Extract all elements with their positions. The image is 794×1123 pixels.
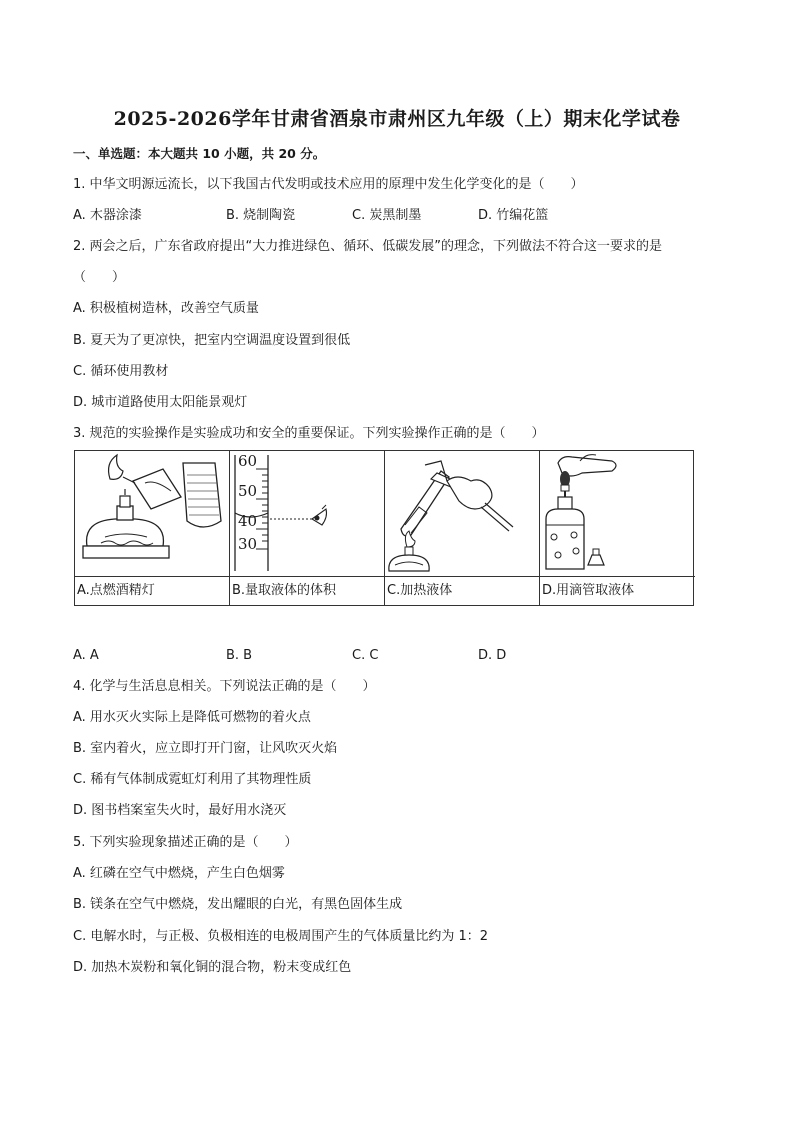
q4-stem: 4. 化学与生活息息相关。下列说法正确的是（ ） bbox=[73, 679, 376, 694]
graduated-cylinder-illustration bbox=[230, 451, 384, 576]
scale-label-30: 30 bbox=[238, 535, 258, 553]
q2-stem-line2: （ ） bbox=[73, 270, 126, 285]
scale-label-40: 40 bbox=[238, 512, 258, 530]
q5-option-b[interactable]: B. 镁条在空气中燃烧，发出耀眼的白光，有黑色固体生成 bbox=[73, 897, 403, 912]
q2-option-b[interactable]: B. 夏天为了更凉快，把室内空调温度设置到很低 bbox=[73, 333, 351, 348]
q2-stem-line1: 2. 两会之后，广东省政府提出“大力推进绿色、循环、低碳发展”的理念，下列做法不符合这一要求的是 bbox=[73, 239, 663, 254]
scale-label-60: 60 bbox=[238, 452, 258, 470]
figure-caption-d: D.用滴管取液体 bbox=[540, 576, 695, 605]
q3-option-b[interactable]: B. B bbox=[226, 648, 253, 663]
figure-cell-d bbox=[540, 451, 695, 605]
q2-option-d[interactable]: D. 城市道路使用太阳能景观灯 bbox=[73, 395, 248, 410]
q4-option-b[interactable]: B. 室内着火，应立即打开门窗，让风吹灭火焰 bbox=[73, 741, 338, 756]
alcohol-lamp-illustration bbox=[75, 451, 229, 576]
figure-caption-c: C.加热液体 bbox=[385, 576, 539, 605]
q3-option-c[interactable]: C. C bbox=[352, 648, 379, 663]
section-heading: 一、单选题：本大题共 10 小题，共 20 分。 bbox=[73, 146, 326, 161]
q5-stem: 5. 下列实验现象描述正确的是（ ） bbox=[73, 835, 298, 850]
q3-figure-table bbox=[74, 450, 694, 606]
dropper-illustration bbox=[540, 451, 695, 576]
q1-option-b[interactable]: B. 烧制陶瓷 bbox=[226, 208, 296, 223]
q3-option-d[interactable]: D. D bbox=[478, 648, 507, 663]
figure-cell-c bbox=[385, 451, 540, 605]
q4-option-a[interactable]: A. 用水灭火实际上是降低可燃物的着火点 bbox=[73, 710, 311, 725]
figure-caption-a: A.点燃酒精灯 bbox=[75, 576, 229, 605]
figure-cell-b bbox=[230, 451, 385, 605]
q5-option-c[interactable]: C. 电解水时，与正极、负极相连的电极周围产生的气体质量比约为 1：2 bbox=[73, 929, 489, 944]
scale-label-50: 50 bbox=[238, 482, 258, 500]
q4-option-c[interactable]: C. 稀有气体制成霓虹灯利用了其物理性质 bbox=[73, 772, 312, 787]
q1-option-c[interactable]: C. 炭黑制墨 bbox=[352, 208, 422, 223]
q2-option-c[interactable]: C. 循环使用教材 bbox=[73, 364, 169, 379]
q4-option-d[interactable]: D. 图书档案室失火时，最好用水浇灭 bbox=[73, 803, 287, 818]
figure-cell-a bbox=[75, 451, 230, 605]
q5-option-d[interactable]: D. 加热木炭粉和氧化铜的混合物，粉末变成红色 bbox=[73, 960, 352, 975]
q3-stem: 3. 规范的实验操作是实验成功和安全的重要保证。下列实验操作正确的是（ ） bbox=[73, 426, 545, 441]
exam-title: 2025-2026学年甘肃省酒泉市肃州区九年级（上）期末化学试卷 bbox=[113, 108, 681, 130]
q1-stem: 1. 中华文明源远流长，以下我国古代发明或技术应用的原理中发生化学变化的是（ ） bbox=[73, 177, 584, 192]
figure-caption-b: B.量取液体的体积 bbox=[230, 576, 384, 605]
q5-option-a[interactable]: A. 红磷在空气中燃烧，产生白色烟雾 bbox=[73, 866, 285, 881]
heating-test-tube-illustration bbox=[385, 451, 539, 576]
q2-option-a[interactable]: A. 积极植树造林，改善空气质量 bbox=[73, 301, 259, 316]
q1-option-a[interactable]: A. 木器涂漆 bbox=[73, 208, 142, 223]
q1-option-d[interactable]: D. 竹编花篮 bbox=[478, 208, 549, 223]
q3-option-a[interactable]: A. A bbox=[73, 648, 99, 663]
